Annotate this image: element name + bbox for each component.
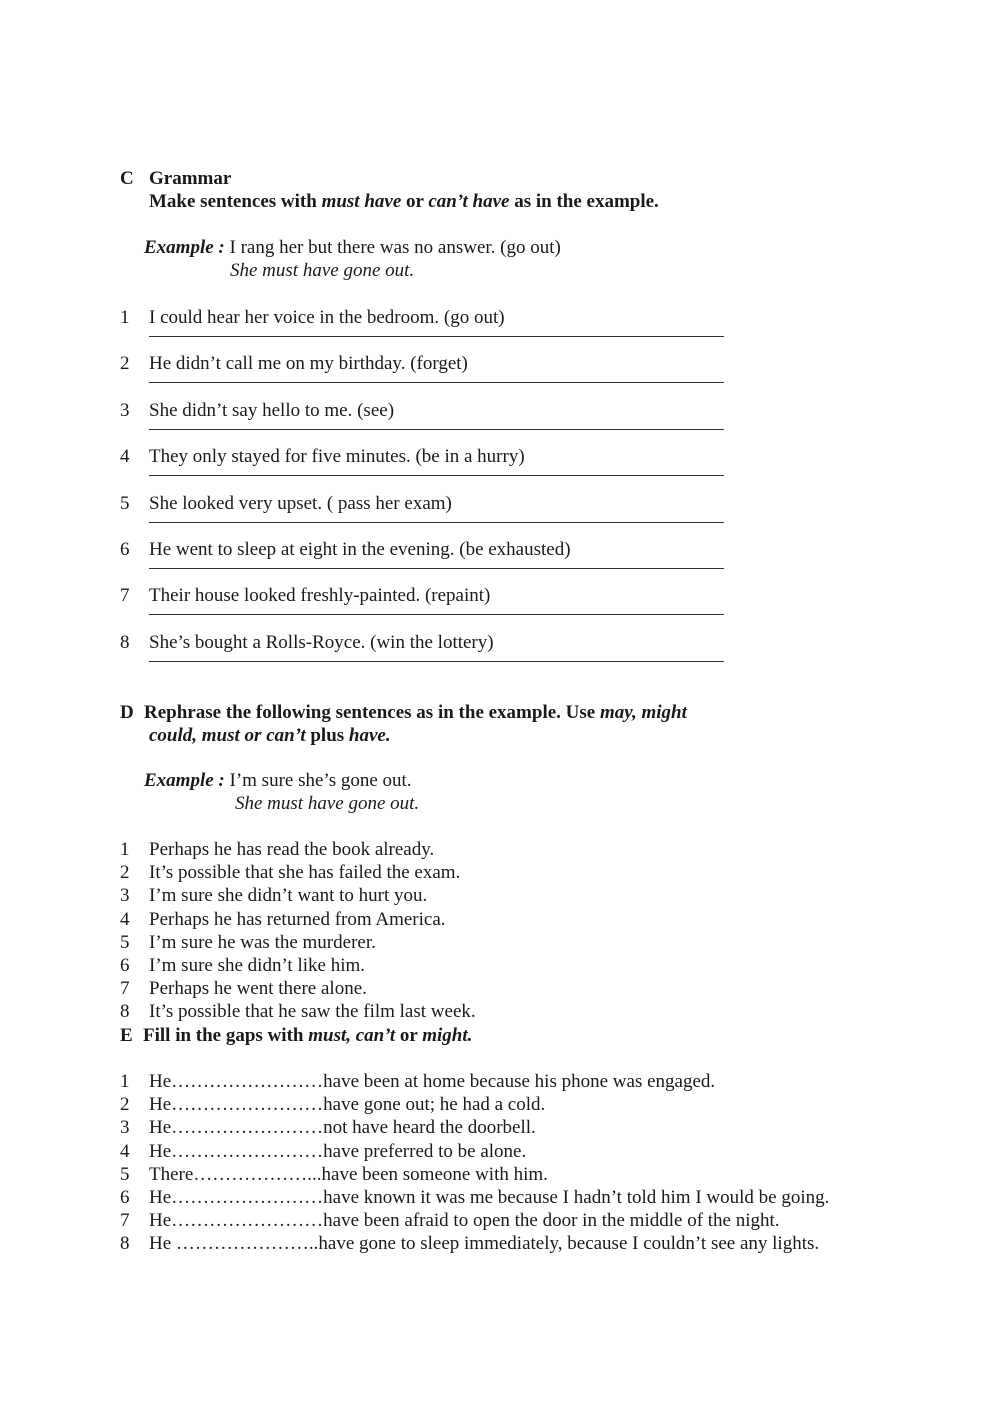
instruction-text: plus [305,725,349,746]
item-number: 2 [120,353,130,375]
item-number: 6 [120,539,130,560]
example-sentence: I’m sure she’s gone out. [224,770,412,791]
section-d-example-answer: She must have gone out. [235,793,420,814]
answer-line[interactable] [149,336,724,337]
item-number: 8 [120,1233,130,1255]
item-text: Perhaps he has returned from America. [149,908,446,930]
item-number: 6 [120,955,130,976]
section-d-instruction-line2 [149,725,391,747]
answer-line[interactable] [149,614,724,615]
section-d-instruction [144,702,687,724]
section-c-instruction [149,191,659,213]
item-text: Perhaps he has read the book already. [149,839,435,860]
item-text: Perhaps he went there alone. [149,978,367,1000]
item-text: I’m sure she didn’t want to hurt you. [149,885,428,907]
instruction-emphasis: must have [321,191,402,212]
item-number: 5 [120,931,130,953]
section-c-example [144,237,561,259]
item-number: 6 [120,1187,130,1208]
item-number: 2 [120,862,130,884]
item-number: 1 [120,839,130,860]
item-text: She’s bought a Rolls-Royce. (win the lottery) [149,631,494,653]
example-sentence: I rang her but there was no answer. (go out) [224,237,561,258]
instruction-emphasis: could, must or can’t [149,725,306,746]
item-number: 7 [120,1210,130,1232]
instruction-emphasis: can’t have [428,191,510,212]
instruction-text: or [395,1025,423,1046]
item-text: She looked very upset. ( pass her exam) [149,492,452,514]
item-number: 8 [120,631,130,653]
item-number: 1 [120,1071,130,1092]
section-e-letter: E [120,1025,133,1046]
answer-line[interactable] [149,475,724,476]
item-text: He …………………..have gone to sleep immediately, because I couldn’t see any lights. [149,1233,820,1255]
item-text: It’s possible that he saw the film last week. [149,1001,476,1023]
example-label: Example : [144,770,225,791]
item-text: He……………………have gone out; he had a cold. [149,1094,546,1116]
item-text: They only stayed for five minutes. (be in a hurry) [149,446,525,468]
item-text: He……………………have preferred to be alone. [149,1140,527,1162]
item-text: I’m sure she didn’t like him. [149,955,366,976]
item-text: I could hear her voice in the bedroom. (go out) [149,307,505,328]
item-text: Their house looked freshly-painted. (repaint) [149,585,491,607]
item-text: He……………………have been at home because his phone was engaged. [149,1071,716,1092]
item-text: He didn’t call me on my birthday. (forget) [149,353,468,375]
item-number: 5 [120,492,130,514]
item-number: 3 [120,399,130,421]
item-number: 4 [120,1140,130,1162]
item-number: 1 [120,307,130,328]
instruction-emphasis: have. [348,725,391,746]
item-number: 3 [120,885,130,907]
item-text: I’m sure he was the murderer. [149,931,376,953]
item-number: 7 [120,585,130,607]
answer-line[interactable] [149,661,724,662]
instruction-text: Rephrase the following sentences as in the example. Use [144,702,600,723]
example-label: Example : [144,237,225,258]
instruction-text: as in the example. [509,191,659,212]
item-text: She didn’t say hello to me. (see) [149,399,395,421]
answer-line[interactable] [149,522,724,523]
answer-line[interactable] [149,429,724,430]
section-c-title: Grammar [149,168,232,189]
item-text: He went to sleep at eight in the evening. (be exhausted) [149,539,571,560]
instruction-emphasis: might. [422,1025,473,1046]
instruction-emphasis: may, might [599,702,687,723]
item-number: 5 [120,1163,130,1185]
item-text: He……………………have been afraid to open the door in the middle of the night. [149,1210,780,1232]
item-number: 2 [120,1094,130,1116]
section-d-letter: D [120,702,134,723]
instruction-emphasis: must, can’t [308,1025,396,1046]
section-e-instruction [143,1025,472,1047]
item-text: He……………………not have heard the doorbell. [149,1117,536,1139]
instruction-text: Fill in the gaps with [143,1025,309,1046]
answer-line[interactable] [149,568,724,569]
answer-line[interactable] [149,382,724,383]
item-number: 7 [120,978,130,1000]
section-d-example [144,770,412,792]
section-c-letter: C [120,168,134,189]
item-text: There………………...have been someone with him. [149,1163,548,1185]
item-text: It’s possible that she has failed the exam. [149,862,461,884]
item-text: He……………………have known it was me because I hadn’t told him I would be going. [149,1187,830,1208]
item-number: 4 [120,908,130,930]
instruction-text: or [401,191,429,212]
item-number: 3 [120,1117,130,1139]
section-c-example-answer: She must have gone out. [230,260,415,281]
instruction-text: Make sentences with [149,191,322,212]
item-number: 8 [120,1001,130,1023]
item-number: 4 [120,446,130,468]
